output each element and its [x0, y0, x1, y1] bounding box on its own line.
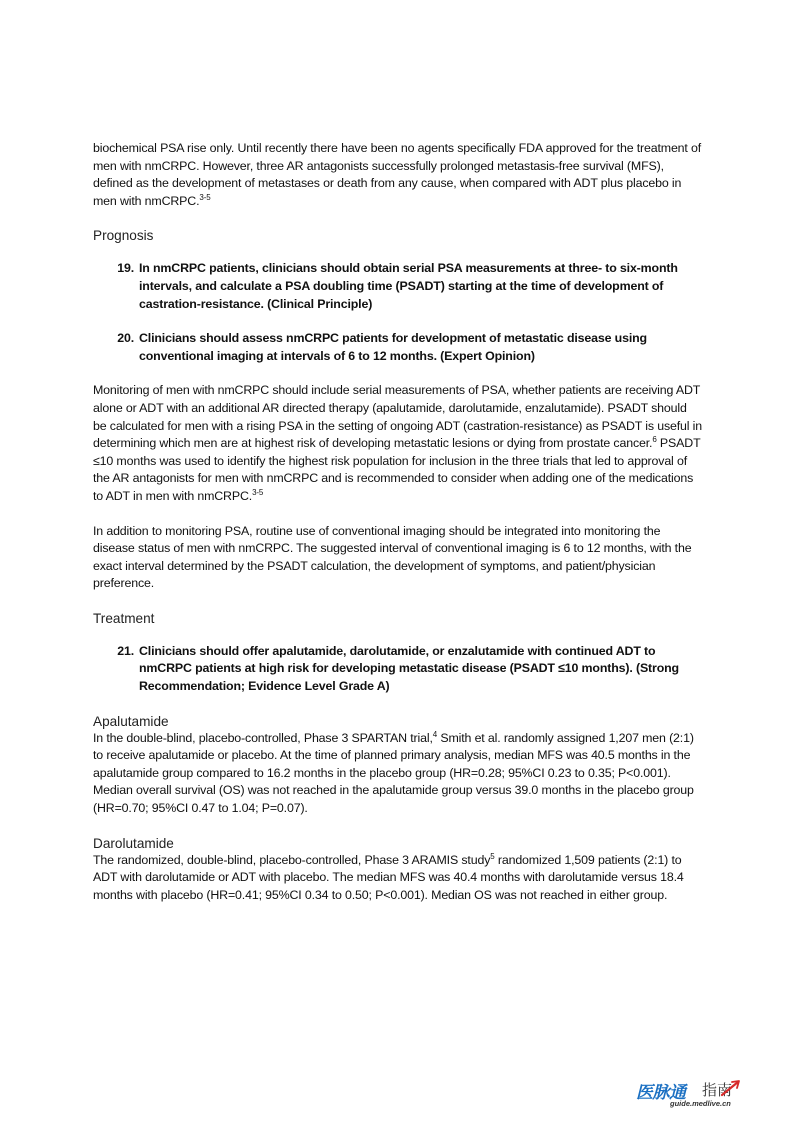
statement-21-text: Clinicians should offer apalutamide, darolutamide, or enzalutamide with continued ADT to nmCRPC patients at high risk for developing metastatic disease (PSADT ≤10 months). (Strong Recommendation; Evidence Level Grade A)	[139, 643, 679, 694]
statement-20-text: Clinicians should assess nmCRPC patients for development of metastatic disease using conventional imaging at intervals of 6 to 12 months. (Expert Opinion)	[139, 331, 647, 363]
apalutamide-paragraph	[93, 730, 703, 818]
statement-21-number: 21.	[117, 643, 134, 658]
logo-brand-text: 医脉通	[636, 1083, 686, 1102]
darolutamide-citation: 5	[490, 851, 495, 861]
monitoring-text-1: Monitoring of men with nmCRPC should include serial measurements of PSA, whether patients are receiving ADT alone or ADT with an additional AR directed therapy (apalutamide, darolutamide, enzalutamide). PSADT should be calculated for men with a rising PSA in the setting of ongoing ADT (castration-resistance) as PSADT is useful in determining which men are at highest risk of developing metastatic lesions or dying from prostate cancer.	[93, 383, 703, 451]
apalutamide-text-2: Smith et al. randomly assigned 1,207 men (2:1) to receive apalutamide or placebo. At the time of planned primary analysis, median MFS was 40.5 months in the apalutamide group compared to 16.2 months in the placebo group (HR=0.28; 95%CI 0.23 to 0.35; P<0.001). Median overall survival (OS) was not reached in the apalutamide group versus 39.0 months in the placebo group (HR=0.70; 95%CI 0.47 to 1.04; P=0.07).	[93, 730, 694, 816]
prognosis-heading: Prognosis	[93, 228, 154, 244]
statement-20	[93, 330, 703, 365]
medlive-logo	[636, 1078, 742, 1110]
monitoring-text-2: PSADT ≤10 months was used to identify the highest risk population for inclusion in the three trials that led to approval of the AR antagonists for men with nmCRPC and is recommended to consider when adding one of the medications to ADT in men with nmCRPC.	[93, 436, 701, 503]
darolutamide-heading: Darolutamide	[93, 835, 174, 851]
arrow-swoosh-icon	[721, 1080, 741, 1098]
intro-citation: 3-5	[199, 192, 211, 202]
statement-20-number: 20.	[117, 331, 134, 346]
statement-19	[93, 260, 703, 313]
monitoring-citation-1: 6	[652, 435, 657, 445]
statement-21	[93, 643, 703, 696]
monitoring-paragraph	[93, 382, 703, 505]
statement-19-number: 19.	[117, 261, 134, 276]
darolutamide-text-2: randomized 1,509 patients (2:1) to ADT with darolutamide or ADT with placebo. The median MFS was 40.4 months with darolutamide versus 18.4 months with placebo (HR=0.41; 95%CI 0.34 to 0.50; P<0.001). Median OS was not reached in either group.	[93, 852, 684, 902]
monitoring-citation-2: 3-5	[252, 487, 264, 497]
darolutamide-paragraph	[93, 852, 703, 905]
apalutamide-citation: 4	[432, 729, 438, 739]
statement-19-text: In nmCRPC patients, clinicians should obtain serial PSA measurements at three- to six-month intervals, and calculate a PSA doubling time (PSADT) starting at the time of development of castration-resistance. (Clinical Principle)	[139, 261, 678, 311]
treatment-heading: Treatment	[93, 610, 155, 626]
apalutamide-text-1: In the double-blind, placebo-controlled, Phase 3 SPARTAN trial,	[93, 730, 433, 745]
logo-url-text: guide.medlive.cn	[670, 1099, 731, 1108]
intro-paragraph	[93, 140, 703, 210]
imaging-paragraph: In addition to monitoring PSA, routine use of conventional imaging should be integrated into monitoring the disease status of men with nmCRPC. The suggested interval of conventional imaging is 6 to 12 months, with the exact interval determined by the PSADT calculation, the development of symptoms, and patient/physician preference.	[93, 523, 692, 591]
darolutamide-text-1: The randomized, double-blind, placebo-controlled, Phase 3 ARAMIS study	[93, 852, 491, 867]
intro-text: biochemical PSA rise only. Until recently there have been no agents specifically FDA approved for the treatment of men with nmCRPC. However, three AR antagonists successfully prolonged metastasis-free survival (MFS), defined as the development of metastases or death from any cause, when compared with ADT plus placebo in men with nmCRPC.	[93, 141, 702, 208]
document-page	[93, 140, 703, 921]
logo-guide-text: 指南	[702, 1082, 733, 1099]
apalutamide-heading: Apalutamide	[93, 713, 169, 729]
